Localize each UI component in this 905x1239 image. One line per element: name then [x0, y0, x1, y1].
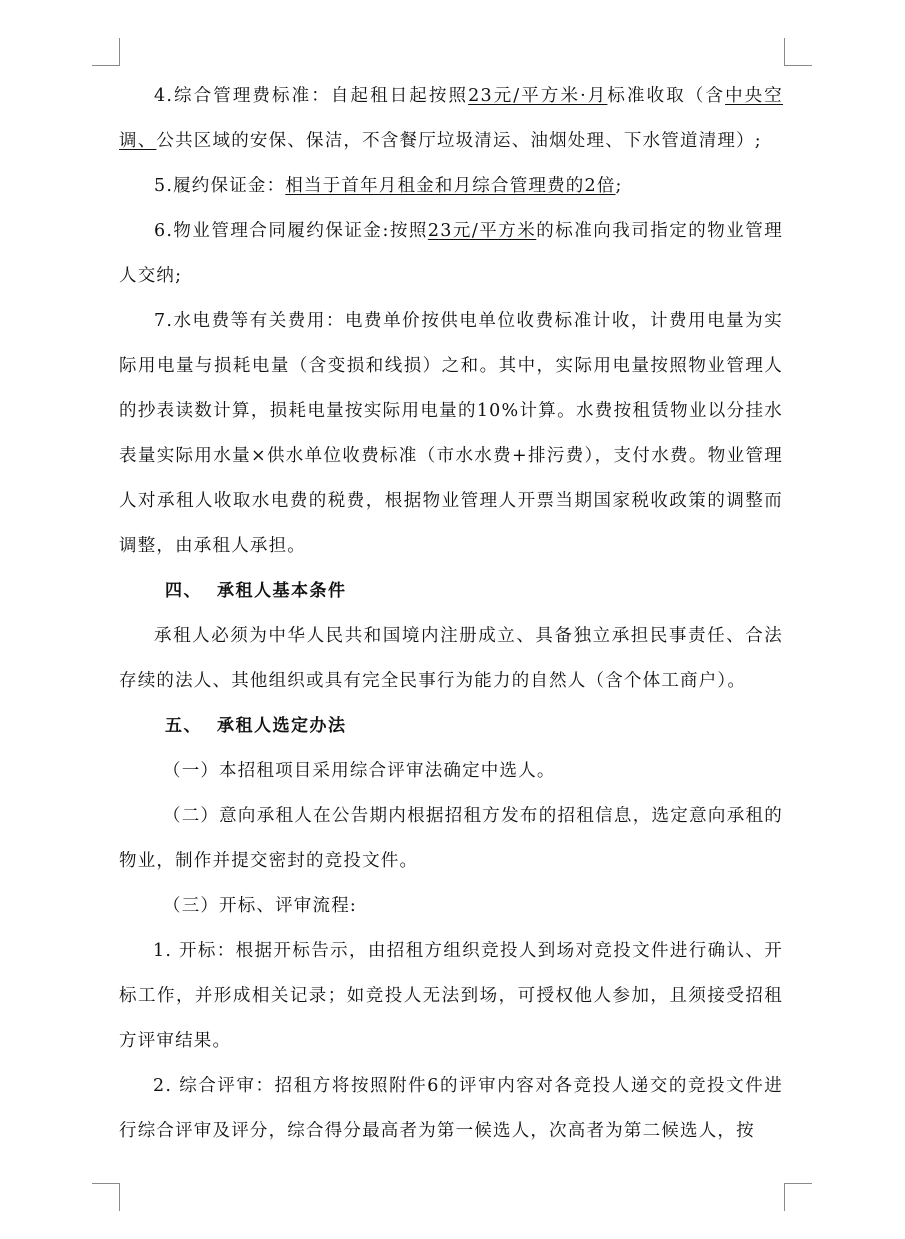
paragraph-bid-opening: 1. 开标：根据开标告示，由招租方组织竞投人到场对竞投文件进行确认、开标工作，并形成相关记录；如竞投人无法到场，可授权他人参加，且须接受招租方评审结果。 [119, 941, 783, 1051]
item-number: （二） [163, 806, 220, 826]
item-text: 开标、评审流程: [219, 896, 357, 916]
item-number: （三） [163, 896, 220, 916]
underlined-bond-rate: 23元/平方米 [427, 221, 537, 241]
paragraph-tenant-conditions: 承租人必须为中华人民共和国境内注册成立、具备独立承担民事责任、合法存续的法人、其他组织或具有完全民事行为能力的自然人（含个体工商户）。 [119, 626, 783, 691]
item-text: 意向承租人在公告期内根据招租方发布的招租信息，选定意向承租的物业，制作并提交密封的竞投文件。 [119, 806, 783, 871]
text-run: 6.物业管理合同履约保证金:按照 [154, 221, 428, 241]
page-corner-mark-top-right [784, 38, 812, 66]
text-run: 公共区域的安保、保洁，不含餐厅垃圾清运、油烟处理、下水管道清理）; [156, 131, 762, 151]
list-item-bid-submission [119, 794, 783, 884]
underlined-fee-rate: 23元/平方米·月 [468, 86, 608, 106]
section-heading-tenant-conditions [119, 569, 783, 614]
section-title: 承租人选定办法 [217, 716, 347, 736]
paragraph-management-fee [119, 74, 783, 164]
text-run: 的标准向我司指定的物业管理人交纳; [119, 221, 783, 286]
page-corner-mark-bottom-right [784, 1183, 812, 1211]
page-corner-mark-top-left [92, 38, 120, 66]
page-corner-mark-bottom-left [92, 1183, 120, 1211]
paragraph-performance-bond [119, 164, 783, 209]
document-body [119, 74, 783, 1154]
underlined-central-ac: 中央空调、 [119, 86, 783, 151]
item-text: 本招租项目采用综合评审法确定中选人。 [219, 761, 556, 781]
item-number: （一） [163, 761, 220, 781]
text-run: 5.履约保证金： [154, 176, 286, 196]
paragraph-property-bond [119, 209, 783, 299]
list-item-evaluation-method [119, 749, 783, 794]
underlined-bond-amount: 相当于首年月租金和月综合管理费的2倍 [285, 176, 616, 196]
text-run: ; [615, 176, 623, 196]
section-title: 承租人基本条件 [217, 581, 347, 601]
section-heading-selection-method [119, 704, 783, 749]
section-number: 五、 [165, 716, 202, 736]
paragraph-comprehensive-review: 2. 综合评审：招租方将按照附件6的评审内容对各竞投人递交的竞投文件进行综合评审及评分，综合得分最高者为第一候选人，次高者为第二候选人，按 [119, 1076, 783, 1141]
section-number: 四、 [165, 581, 202, 601]
text-run: 4.综合管理费标准：自起租日起按照 [154, 86, 469, 106]
list-item-opening-process [119, 884, 783, 929]
text-run: 标准收取（含 [607, 86, 726, 106]
paragraph-utilities: 7.水电费等有关费用：电费单价按供电单位收费标准计收，计费用电量为实际用电量与损耗电量（含变损和线损）之和。其中，实际用电量按照物业管理人的抄表读数计算，损耗电量按实际用电量的10%计算。水费按租赁物业以分挂水表量实际用水量×供水单位收费标准（市水水费+排污费），支付水费。物业管理人对承租人收取水电费的税费，根据物业管理人开票当期国家税收政策的调整而调整，由承租人承担。 [119, 311, 783, 556]
